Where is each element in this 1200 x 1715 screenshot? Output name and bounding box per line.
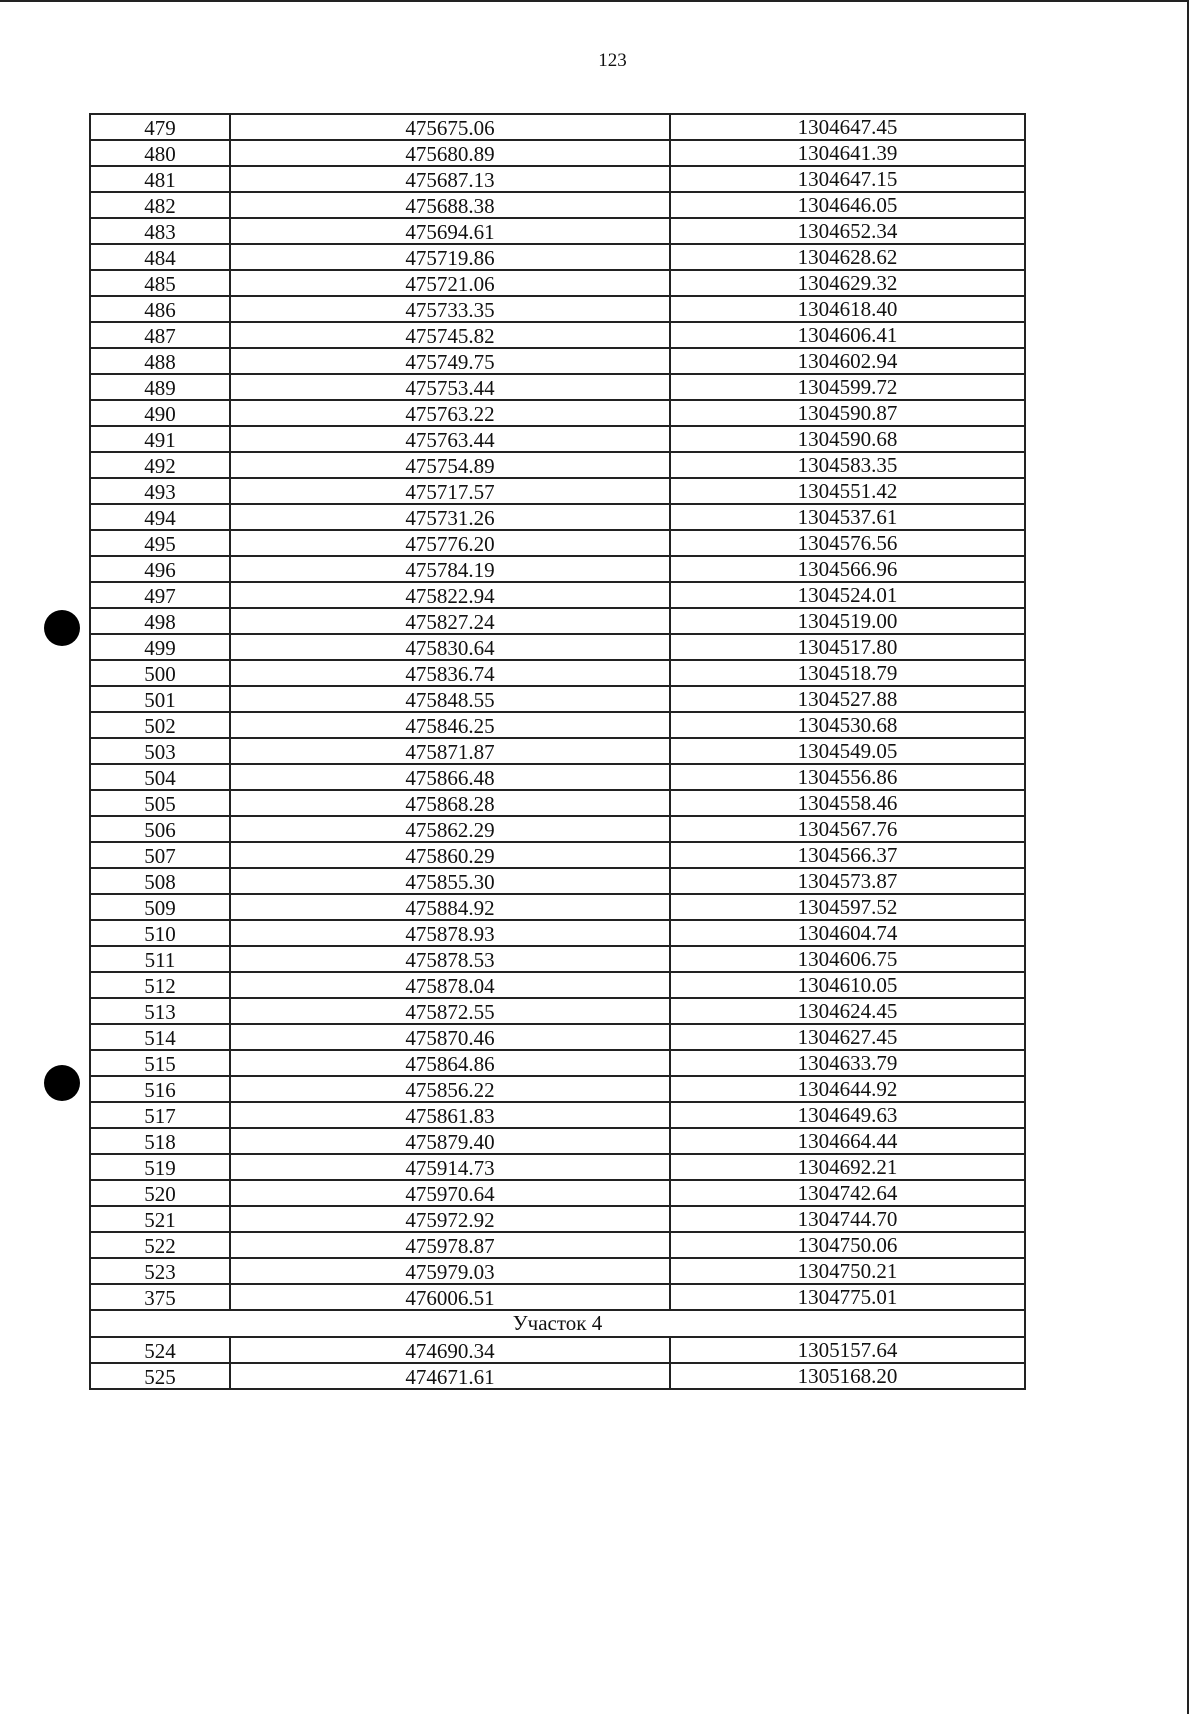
table-row <box>90 114 1025 140</box>
table-row <box>90 712 1025 738</box>
x-coordinate-cell: 475872.55 <box>230 998 670 1024</box>
point-number-cell: 509 <box>90 894 230 920</box>
x-coordinate-cell: 475972.92 <box>230 1206 670 1232</box>
y-coordinate-cell: 1304527.88 <box>670 686 1025 712</box>
point-number-cell: 510 <box>90 920 230 946</box>
section-header-row <box>90 1310 1025 1337</box>
y-coordinate-cell: 1304606.41 <box>670 322 1025 348</box>
x-coordinate-cell: 475856.22 <box>230 1076 670 1102</box>
point-number-cell: 486 <box>90 296 230 322</box>
point-number-cell: 375 <box>90 1284 230 1310</box>
table-row <box>90 660 1025 686</box>
point-number-cell: 512 <box>90 972 230 998</box>
y-coordinate-cell: 1304566.37 <box>670 842 1025 868</box>
table-row <box>90 816 1025 842</box>
x-coordinate-cell: 474671.61 <box>230 1363 670 1389</box>
x-coordinate-cell: 475754.89 <box>230 452 670 478</box>
table-row <box>90 556 1025 582</box>
point-number-cell: 507 <box>90 842 230 868</box>
y-coordinate-cell: 1304744.70 <box>670 1206 1025 1232</box>
x-coordinate-cell: 474690.34 <box>230 1337 670 1363</box>
point-number-cell: 514 <box>90 1024 230 1050</box>
x-coordinate-cell: 475687.13 <box>230 166 670 192</box>
table-row <box>90 738 1025 764</box>
point-number-cell: 503 <box>90 738 230 764</box>
y-coordinate-cell: 1304583.35 <box>670 452 1025 478</box>
x-coordinate-cell: 475745.82 <box>230 322 670 348</box>
x-coordinate-cell: 475827.24 <box>230 608 670 634</box>
x-coordinate-cell: 475855.30 <box>230 868 670 894</box>
y-coordinate-cell: 1304517.80 <box>670 634 1025 660</box>
point-number-cell: 482 <box>90 192 230 218</box>
table-row <box>90 894 1025 920</box>
point-number-cell: 492 <box>90 452 230 478</box>
x-coordinate-cell: 475884.92 <box>230 894 670 920</box>
x-coordinate-cell: 475878.53 <box>230 946 670 972</box>
point-number-cell: 485 <box>90 270 230 296</box>
point-number-cell: 518 <box>90 1128 230 1154</box>
x-coordinate-cell: 475733.35 <box>230 296 670 322</box>
x-coordinate-cell: 475763.22 <box>230 400 670 426</box>
y-coordinate-cell: 1304576.56 <box>670 530 1025 556</box>
table-row <box>90 1206 1025 1232</box>
x-coordinate-cell: 475860.29 <box>230 842 670 868</box>
x-coordinate-cell: 475731.26 <box>230 504 670 530</box>
x-coordinate-cell: 475861.83 <box>230 1102 670 1128</box>
point-number-cell: 520 <box>90 1180 230 1206</box>
point-number-cell: 521 <box>90 1206 230 1232</box>
y-coordinate-cell: 1304647.15 <box>670 166 1025 192</box>
point-number-cell: 497 <box>90 582 230 608</box>
y-coordinate-cell: 1304519.00 <box>670 608 1025 634</box>
table-row <box>90 1180 1025 1206</box>
x-coordinate-cell: 475721.06 <box>230 270 670 296</box>
x-coordinate-cell: 475836.74 <box>230 660 670 686</box>
table-row <box>90 582 1025 608</box>
table-row <box>90 842 1025 868</box>
point-number-cell: 499 <box>90 634 230 660</box>
y-coordinate-cell: 1305157.64 <box>670 1337 1025 1363</box>
section-label: Участок 4 <box>90 1310 1025 1337</box>
binder-hole-top <box>44 610 80 646</box>
x-coordinate-cell: 475862.29 <box>230 816 670 842</box>
point-number-cell: 491 <box>90 426 230 452</box>
y-coordinate-cell: 1304567.76 <box>670 816 1025 842</box>
point-number-cell: 519 <box>90 1154 230 1180</box>
x-coordinate-cell: 475822.94 <box>230 582 670 608</box>
point-number-cell: 502 <box>90 712 230 738</box>
y-coordinate-cell: 1304742.64 <box>670 1180 1025 1206</box>
x-coordinate-cell: 475675.06 <box>230 114 670 140</box>
point-number-cell: 489 <box>90 374 230 400</box>
table-row <box>90 946 1025 972</box>
y-coordinate-cell: 1304590.68 <box>670 426 1025 452</box>
point-number-cell: 484 <box>90 244 230 270</box>
table-row <box>90 972 1025 998</box>
point-number-cell: 500 <box>90 660 230 686</box>
y-coordinate-cell: 1304775.01 <box>670 1284 1025 1310</box>
y-coordinate-cell: 1304610.05 <box>670 972 1025 998</box>
y-coordinate-cell: 1304628.62 <box>670 244 1025 270</box>
y-coordinate-cell: 1304646.05 <box>670 192 1025 218</box>
y-coordinate-cell: 1304606.75 <box>670 946 1025 972</box>
table-row <box>90 530 1025 556</box>
y-coordinate-cell: 1304602.94 <box>670 348 1025 374</box>
x-coordinate-cell: 475868.28 <box>230 790 670 816</box>
x-coordinate-cell: 475846.25 <box>230 712 670 738</box>
table-row <box>90 192 1025 218</box>
x-coordinate-cell: 475878.93 <box>230 920 670 946</box>
table-row <box>90 1050 1025 1076</box>
coordinates-table-body <box>90 114 1025 1389</box>
table-row <box>90 868 1025 894</box>
x-coordinate-cell: 475717.57 <box>230 478 670 504</box>
point-number-cell: 525 <box>90 1363 230 1389</box>
y-coordinate-cell: 1304524.01 <box>670 582 1025 608</box>
point-number-cell: 511 <box>90 946 230 972</box>
x-coordinate-cell: 475871.87 <box>230 738 670 764</box>
point-number-cell: 483 <box>90 218 230 244</box>
y-coordinate-cell: 1304624.45 <box>670 998 1025 1024</box>
table-row <box>90 1258 1025 1284</box>
x-coordinate-cell: 475914.73 <box>230 1154 670 1180</box>
y-coordinate-cell: 1304750.06 <box>670 1232 1025 1258</box>
y-coordinate-cell: 1304530.68 <box>670 712 1025 738</box>
table-row <box>90 400 1025 426</box>
point-number-cell: 496 <box>90 556 230 582</box>
y-coordinate-cell: 1304618.40 <box>670 296 1025 322</box>
table-row <box>90 504 1025 530</box>
y-coordinate-cell: 1304537.61 <box>670 504 1025 530</box>
point-number-cell: 501 <box>90 686 230 712</box>
point-number-cell: 479 <box>90 114 230 140</box>
table-row <box>90 1076 1025 1102</box>
x-coordinate-cell: 476006.51 <box>230 1284 670 1310</box>
y-coordinate-cell: 1304652.34 <box>670 218 1025 244</box>
point-number-cell: 524 <box>90 1337 230 1363</box>
x-coordinate-cell: 475978.87 <box>230 1232 670 1258</box>
y-coordinate-cell: 1304549.05 <box>670 738 1025 764</box>
point-number-cell: 498 <box>90 608 230 634</box>
table-row <box>90 1024 1025 1050</box>
table-row <box>90 634 1025 660</box>
x-coordinate-cell: 475688.38 <box>230 192 670 218</box>
table-row <box>90 920 1025 946</box>
table-row <box>90 998 1025 1024</box>
x-coordinate-cell: 475776.20 <box>230 530 670 556</box>
x-coordinate-cell: 475763.44 <box>230 426 670 452</box>
y-coordinate-cell: 1304692.21 <box>670 1154 1025 1180</box>
y-coordinate-cell: 1304647.45 <box>670 114 1025 140</box>
point-number-cell: 506 <box>90 816 230 842</box>
point-number-cell: 494 <box>90 504 230 530</box>
table-row <box>90 270 1025 296</box>
table-row <box>90 686 1025 712</box>
x-coordinate-cell: 475784.19 <box>230 556 670 582</box>
table-row <box>90 452 1025 478</box>
point-number-cell: 481 <box>90 166 230 192</box>
x-coordinate-cell: 475864.86 <box>230 1050 670 1076</box>
x-coordinate-cell: 475979.03 <box>230 1258 670 1284</box>
y-coordinate-cell: 1304551.42 <box>670 478 1025 504</box>
table-row <box>90 140 1025 166</box>
point-number-cell: 505 <box>90 790 230 816</box>
y-coordinate-cell: 1304573.87 <box>670 868 1025 894</box>
table-row <box>90 1128 1025 1154</box>
table-row <box>90 1154 1025 1180</box>
y-coordinate-cell: 1304627.45 <box>670 1024 1025 1050</box>
y-coordinate-cell: 1304604.74 <box>670 920 1025 946</box>
x-coordinate-cell: 475719.86 <box>230 244 670 270</box>
y-coordinate-cell: 1304641.39 <box>670 140 1025 166</box>
y-coordinate-cell: 1304556.86 <box>670 764 1025 790</box>
table-row <box>90 218 1025 244</box>
y-coordinate-cell: 1304597.52 <box>670 894 1025 920</box>
table-row <box>90 1102 1025 1128</box>
y-coordinate-cell: 1304644.92 <box>670 1076 1025 1102</box>
point-number-cell: 504 <box>90 764 230 790</box>
coordinates-table <box>89 113 1026 1390</box>
table-row <box>90 426 1025 452</box>
x-coordinate-cell: 475830.64 <box>230 634 670 660</box>
table-row <box>90 1337 1025 1363</box>
y-coordinate-cell: 1304590.87 <box>670 400 1025 426</box>
point-number-cell: 508 <box>90 868 230 894</box>
y-coordinate-cell: 1304649.63 <box>670 1102 1025 1128</box>
page-number: 123 <box>598 50 627 71</box>
x-coordinate-cell: 475879.40 <box>230 1128 670 1154</box>
point-number-cell: 523 <box>90 1258 230 1284</box>
x-coordinate-cell: 475866.48 <box>230 764 670 790</box>
table-row <box>90 478 1025 504</box>
table-row <box>90 296 1025 322</box>
y-coordinate-cell: 1304750.21 <box>670 1258 1025 1284</box>
y-coordinate-cell: 1304664.44 <box>670 1128 1025 1154</box>
table-row <box>90 1232 1025 1258</box>
y-coordinate-cell: 1304633.79 <box>670 1050 1025 1076</box>
x-coordinate-cell: 475848.55 <box>230 686 670 712</box>
table-row <box>90 764 1025 790</box>
x-coordinate-cell: 475970.64 <box>230 1180 670 1206</box>
table-row <box>90 374 1025 400</box>
x-coordinate-cell: 475878.04 <box>230 972 670 998</box>
y-coordinate-cell: 1304629.32 <box>670 270 1025 296</box>
point-number-cell: 515 <box>90 1050 230 1076</box>
binder-hole-bottom <box>44 1065 80 1101</box>
y-coordinate-cell: 1305168.20 <box>670 1363 1025 1389</box>
table-row <box>90 1363 1025 1389</box>
point-number-cell: 522 <box>90 1232 230 1258</box>
table-row <box>90 322 1025 348</box>
point-number-cell: 495 <box>90 530 230 556</box>
table-row <box>90 1284 1025 1310</box>
x-coordinate-cell: 475753.44 <box>230 374 670 400</box>
point-number-cell: 513 <box>90 998 230 1024</box>
table-row <box>90 790 1025 816</box>
x-coordinate-cell: 475870.46 <box>230 1024 670 1050</box>
point-number-cell: 517 <box>90 1102 230 1128</box>
table-row <box>90 608 1025 634</box>
point-number-cell: 490 <box>90 400 230 426</box>
point-number-cell: 493 <box>90 478 230 504</box>
y-coordinate-cell: 1304518.79 <box>670 660 1025 686</box>
x-coordinate-cell: 475694.61 <box>230 218 670 244</box>
y-coordinate-cell: 1304558.46 <box>670 790 1025 816</box>
point-number-cell: 487 <box>90 322 230 348</box>
table-row <box>90 244 1025 270</box>
point-number-cell: 516 <box>90 1076 230 1102</box>
y-coordinate-cell: 1304599.72 <box>670 374 1025 400</box>
y-coordinate-cell: 1304566.96 <box>670 556 1025 582</box>
x-coordinate-cell: 475749.75 <box>230 348 670 374</box>
point-number-cell: 480 <box>90 140 230 166</box>
table-row <box>90 348 1025 374</box>
x-coordinate-cell: 475680.89 <box>230 140 670 166</box>
table-row <box>90 166 1025 192</box>
point-number-cell: 488 <box>90 348 230 374</box>
